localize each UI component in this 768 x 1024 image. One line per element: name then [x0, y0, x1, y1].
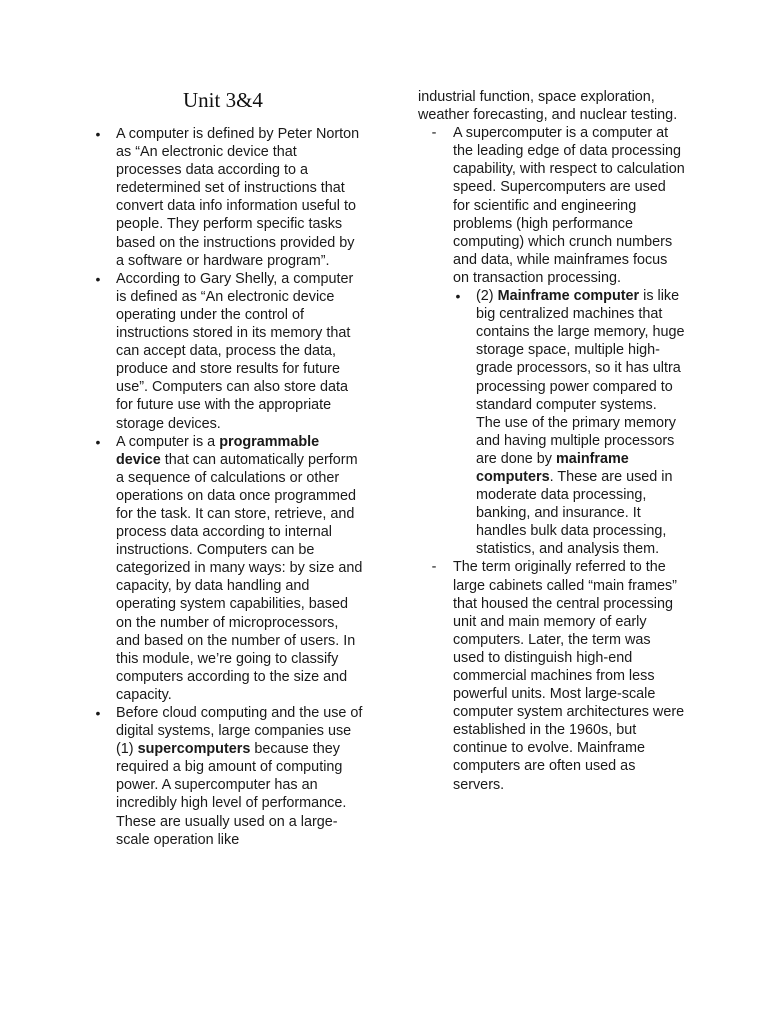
- bullet-icon: •: [95, 270, 101, 287]
- list-item-shelly-definition: [95, 270, 366, 433]
- sub-item-text-mid: is like big centralized machines that contains the large memory, huge storage space, multiple high-grade processors, so it has ultra processing power compared to standard computer systems. The use of the primary memory and having multiple processors are done by: [476, 288, 685, 467]
- dash-icon: -: [431, 559, 437, 576]
- dash-item-text: The term originally referred to the large cabinets called “main frames” that housed the central processing unit and main memory of early computers. Later, the term was used to distinguish high-end commercial machines from less powerful units. Most large-scale computer system architectures were established in the 1960s, but continue to evolve. Mainframe computers are often used as servers.: [453, 559, 685, 793]
- continuation-text: industrial function, space exploration, weather forecasting, and nuclear testing.: [418, 89, 678, 124]
- sub-item-text-post: . These are used in moderate data processing, banking, and insurance. It handles bulk data processing, statistics, and analysis them.: [476, 468, 673, 558]
- bold-term: Mainframe computer: [497, 288, 640, 305]
- bullet-icon: •: [95, 126, 101, 142]
- bold-term: programmable device: [116, 433, 320, 468]
- bold-term: supercomputers: [137, 741, 251, 758]
- dash-icon: -: [431, 125, 437, 142]
- right-column: [405, 88, 685, 794]
- dash-item-term-origin: [431, 558, 685, 793]
- list-item-supercomputers: [95, 704, 366, 849]
- dash-item-text: A supercomputer is a computer at the leading edge of data processing capability, with respect to calculation speed. Supercomputers are used for scientific and engineering problems (high performance computing) which crunch numbers and data, while mainframes focus on transaction processing.: [453, 125, 685, 286]
- sub-bullet-list: [455, 287, 685, 558]
- list-item-text-pre: Before cloud computing and the use of digital systems, large companies use (1): [116, 705, 363, 758]
- list-item-text: A computer is defined by Peter Norton as “An electronic device that processes data according to a redetermined set of instructions that convert data info information useful to people. They perform specific tasks based on the instructions provided by a software or hardware program”.: [116, 126, 360, 269]
- sub-item-text-pre: (2): [476, 288, 498, 305]
- list-item-text: According to Gary Shelly, a computer is defined as “An electronic device operating under the control of instructions stored in its memory that can accept data, process the data, produce and store results for future use”. Computers can also store data for future use with the appropriate storage devices.: [116, 270, 354, 432]
- bullet-icon: •: [95, 705, 101, 721]
- list-item-text-pre: A computer is a: [116, 433, 220, 450]
- sub-item-mainframe: [455, 287, 685, 558]
- bullet-icon: •: [95, 433, 101, 450]
- dash-item-supercomputer: [431, 124, 685, 558]
- list-item-programmable-device: [95, 433, 366, 704]
- bold-term: mainframe computers: [476, 450, 629, 485]
- dash-list: [431, 124, 685, 793]
- bullet-icon: •: [455, 288, 461, 305]
- page-title: Unit 3&4: [183, 88, 263, 112]
- list-item-norton-definition: [95, 125, 366, 270]
- list-item-text-post: that can automatically perform a sequence of calculations or other operations on data once programmed for the task. It can store, retrieve, and process data according to internal instructions. Computers can be categorized in many ways: by size and capacity, by data handling and operating system capabilities, based on the number of microprocessors, and based on the number of users. In this module, we’re going to classify computers according to the size and capacity.: [116, 451, 363, 703]
- list-item-text-post: because they required a big amount of computing power. A supercomputer has an incredibly high level of performance. These are usually used on a large-scale operation like: [116, 741, 347, 848]
- left-column-bullet-list: [95, 125, 366, 849]
